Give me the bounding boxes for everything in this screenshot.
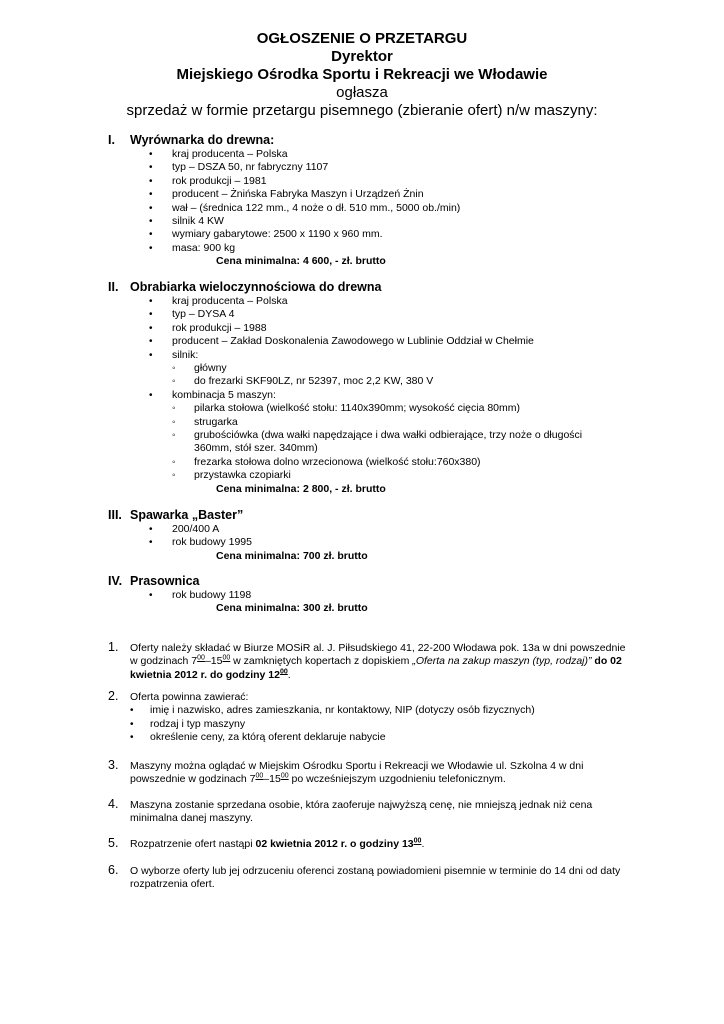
list-item: • rok produkcji – 1988	[108, 322, 614, 335]
announces-line: ogłasza	[336, 84, 388, 101]
list-item-text: określenie ceny, za którą oferent deklaruje nabycie	[150, 731, 386, 744]
condition-number: 1.	[108, 640, 119, 654]
announcement-title: OGŁOSZENIE O PRZETARGU	[256, 30, 468, 47]
condition-text-part: Maszyny można oglądać w Miejskim Ośrodku Sportu i Rekreacji we Włodawie ul. Szkolna 4 w dni powszednie w godzinach 7	[130, 760, 584, 786]
condition-text	[130, 760, 628, 787]
condition-text: O wyborze oferty lub jej odrzuceniu oferenci zostaną powiadomieni pisemnie w terminie do 14 dni od daty rozpatrzenia ofert.	[130, 865, 621, 891]
list-item: • rok produkcji – 1981	[108, 175, 460, 188]
sublist-item: ◦ główny	[172, 362, 614, 375]
combo-label: kombinacja 5 maszyn:	[172, 388, 276, 401]
condition-text-part: .	[421, 838, 425, 850]
list-item: • wymiary gabarytowe: 2500 x 1190 x 960 mm.	[108, 228, 460, 241]
section-number: III.	[108, 508, 122, 522]
envelope-note: „Oferta na zakup maszyn (typ, rodzaj)”	[412, 655, 592, 668]
condition-5	[108, 838, 628, 851]
list-item: • wał – (średnica 122 mm., 4 noże o dł. 510 mm., 5000 ob./min)	[108, 202, 460, 215]
section-title-text: Obrabiarka wieloczynnościowa do drewna	[130, 280, 382, 294]
sale-description: sprzedaż w formie przetargu pisemnego (zbieranie ofert) n/w maszyny:	[126, 102, 598, 119]
motor-sublist	[172, 362, 614, 389]
condition-4	[108, 799, 628, 826]
list-item	[108, 389, 614, 483]
list-item-text: imię i nazwisko, adres zamieszkania, nr kontaktowy, NIP (dotyczy osób fizycznych)	[150, 704, 535, 717]
condition-number: 3.	[108, 758, 119, 772]
section-title-text: Prasownica	[130, 574, 200, 588]
list-item: • producent – Żnińska Fabryka Maszyn i Urządzeń Żnin	[108, 188, 460, 201]
section-number: I.	[108, 133, 115, 147]
minimum-price: Cena minimalna: 2 800, - zł. brutto	[216, 482, 386, 495]
condition-text-part: Oferty należy składać w Biurze MOSiR al. J. Piłsudskiego 41, 22-200 Włodawa pok. 13a w dni powszednie w godzinach 7	[130, 642, 626, 668]
list-item	[108, 731, 628, 744]
condition-text-part: –15	[204, 655, 223, 668]
condition-number: 2.	[108, 689, 119, 703]
section-title	[108, 574, 368, 589]
section-4	[108, 574, 368, 616]
offer-requirements-list	[108, 704, 628, 744]
condition-text-part: Rozpatrzenie ofert nastąpi	[130, 838, 256, 850]
condition-text	[130, 642, 628, 682]
condition-6	[108, 865, 628, 892]
condition-text-part: –15	[263, 773, 281, 786]
section-title	[108, 280, 614, 295]
list-item: • kraj producenta – Polska	[108, 295, 614, 308]
condition-2	[108, 691, 628, 745]
spec-list	[108, 148, 460, 255]
condition-text: Oferta powinna zawierać:	[130, 691, 249, 703]
sublist-item: ◦ do frezarki SKF90LZ, nr 52397, moc 2,2 KW, 380 V	[172, 375, 614, 388]
section-1	[108, 133, 460, 269]
document-header	[0, 30, 724, 120]
list-item: • rok budowy 1198	[108, 589, 368, 602]
institution-name: Miejskiego Ośrodka Sportu i Rekreacji we Włodawie	[176, 66, 548, 83]
sublist-item: ◦ grubościówka (dwa wałki napędzające i dwa wałki odbierające, trzy noże o długości 360mm, stół szer. 340mm)	[172, 429, 614, 456]
section-2	[108, 280, 614, 496]
section-number: IV.	[108, 574, 123, 588]
condition-number: 4.	[108, 797, 119, 811]
sublist-item: ◦ frezarka stołowa dolno wrzecionowa (wielkość stołu:760x380)	[172, 456, 614, 469]
section-title-text: Spawarka „Baster”	[130, 508, 244, 522]
condition-text-part: w zamkniętych kopertach z dopiskiem	[230, 655, 413, 668]
list-item: • producent – Zakład Doskonalenia Zawodowego w Lublinie Oddział w Chełmie	[108, 335, 614, 348]
spec-list	[108, 523, 368, 550]
condition-text-part: po wcześniejszym uzgodnieniu telefonicznym.	[288, 773, 506, 786]
list-item-text: rodzaj i typ maszyny	[150, 717, 246, 730]
list-item: • silnik 4 KW	[108, 215, 460, 228]
review-date: 02 kwietnia 2012 r. o godziny 13	[255, 838, 414, 850]
spec-list	[108, 295, 614, 483]
list-item: • typ – DSZA 50, nr fabryczny 1107	[108, 161, 460, 174]
list-item	[108, 349, 614, 389]
condition-number: 6.	[108, 863, 119, 877]
condition-text: Maszyna zostanie sprzedana osobie, która zaoferuje najwyższą cenę, nie mniejszą jednak niż cena minimalna danej maszyny.	[130, 799, 593, 825]
condition-number: 5.	[108, 836, 119, 850]
section-title	[108, 133, 460, 148]
sublist-item: ◦ przystawka czopiarki	[172, 469, 614, 482]
list-item: • 200/400 A	[108, 523, 368, 536]
time-superscript: 00	[197, 654, 205, 662]
time-superscript: 00	[222, 654, 231, 662]
condition-3	[108, 760, 628, 787]
section-number: II.	[108, 280, 119, 294]
sublist-item: ◦ pilarka stołowa (wielkość stołu: 1140x390mm; wysokość cięcia 80mm)	[172, 402, 614, 415]
deadline-text: do 02 kwietnia 2012 r. do godziny 12	[130, 655, 622, 681]
motor-label: silnik:	[172, 348, 199, 361]
condition-text	[130, 838, 628, 851]
condition-1	[108, 642, 628, 682]
minimum-price: Cena minimalna: 300 zł. brutto	[216, 602, 368, 615]
list-item	[108, 704, 628, 717]
director-line: Dyrektor	[331, 48, 393, 65]
time-superscript: 00	[280, 772, 289, 780]
minimum-price: Cena minimalna: 700 zł. brutto	[216, 549, 368, 562]
list-item: • kraj producenta – Polska	[108, 148, 460, 161]
combo-sublist	[172, 402, 614, 482]
list-item	[108, 718, 628, 731]
time-superscript: 00	[279, 668, 288, 676]
time-superscript: 00	[413, 837, 422, 845]
time-superscript: 00	[255, 772, 264, 780]
list-item: • rok budowy 1995	[108, 536, 368, 549]
list-item: • masa: 900 kg	[108, 242, 460, 255]
section-3	[108, 508, 368, 563]
spec-list	[108, 589, 368, 602]
section-title	[108, 508, 368, 523]
minimum-price: Cena minimalna: 4 600, - zł. brutto	[216, 255, 386, 268]
condition-text-part: .	[287, 668, 291, 681]
list-item: • typ – DYSA 4	[108, 308, 614, 321]
sublist-item: ◦ strugarka	[172, 416, 614, 429]
section-title-text: Wyrównarka do drewna:	[130, 133, 275, 147]
